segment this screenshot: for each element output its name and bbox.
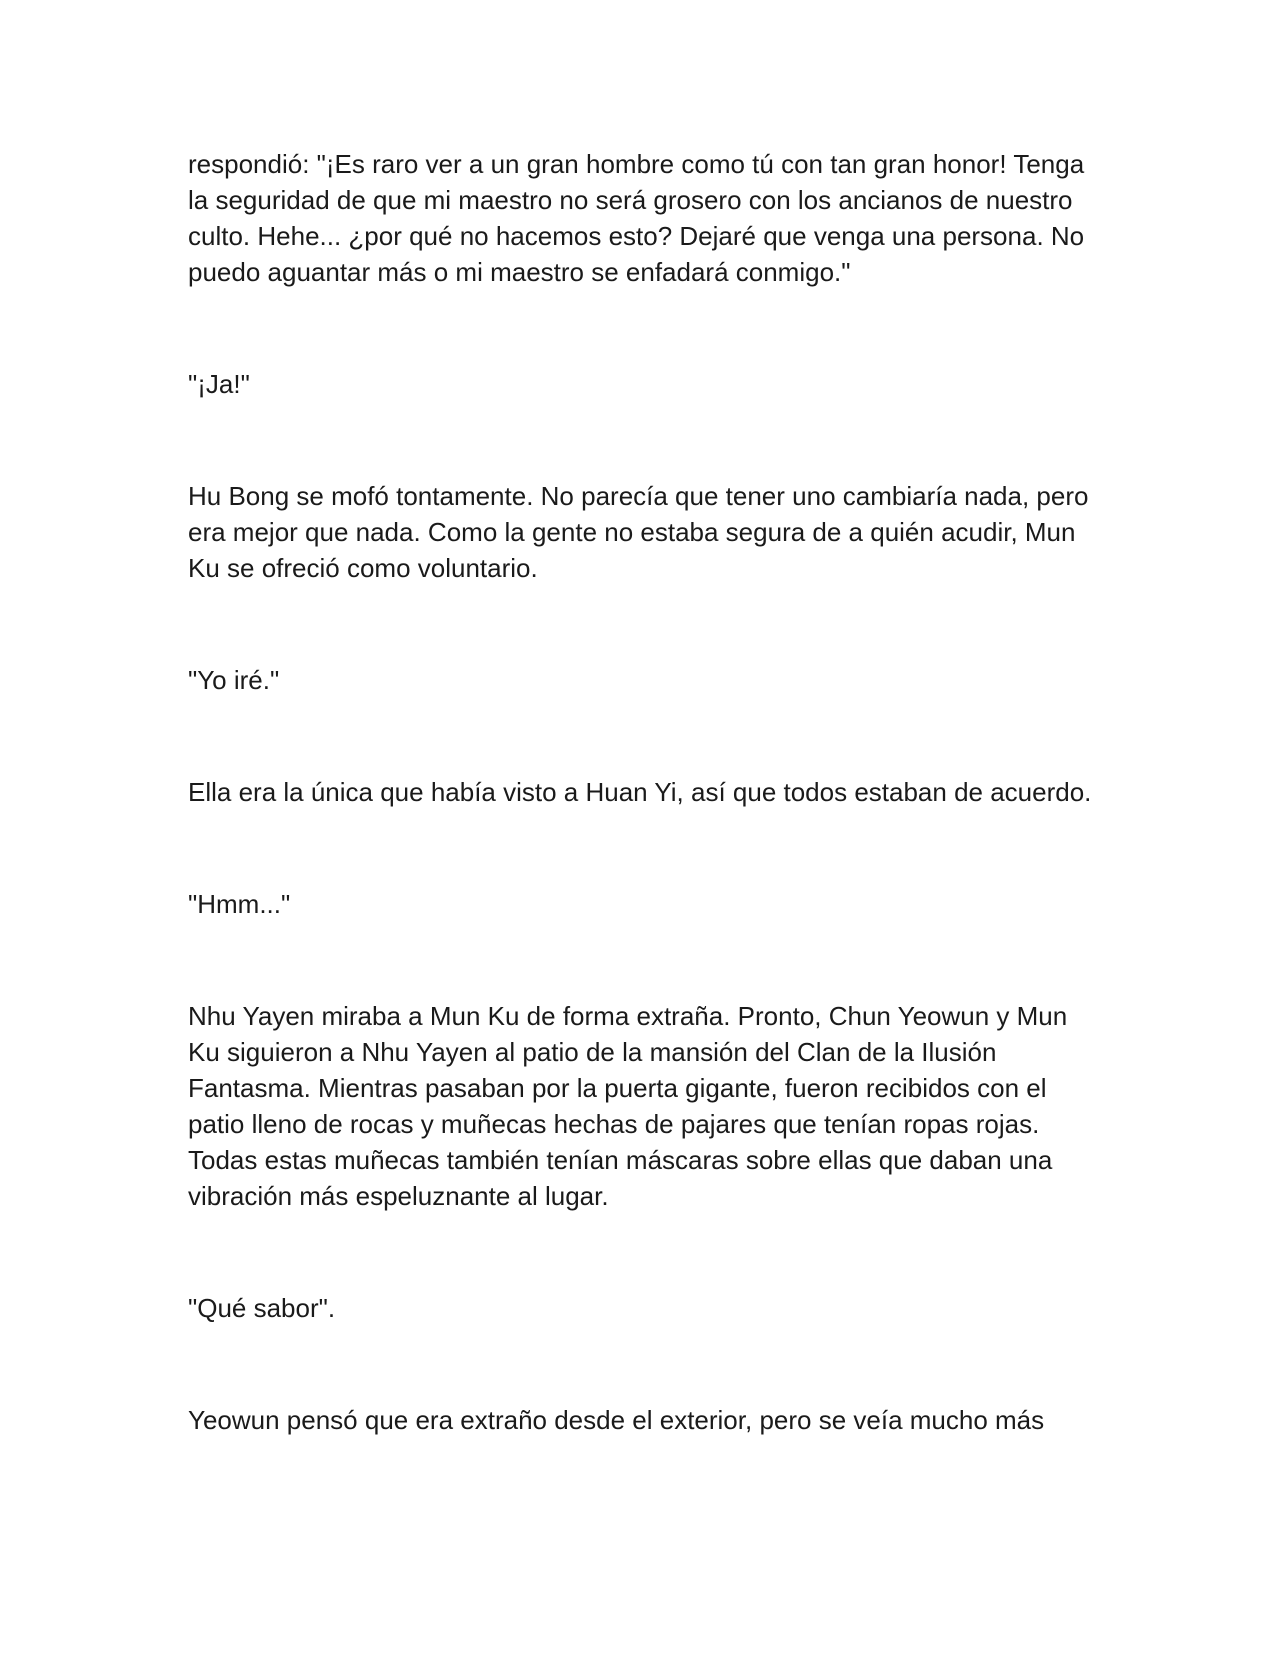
paragraph: Nhu Yayen miraba a Mun Ku de forma extraña. Pronto, Chun Yeowun y Mun Ku siguieron a Nhu Yayen al patio de la mansión del Clan de la Ilusión Fantasma. Mientras pasaban por la puerta gigante, fueron recibidos con el patio lleno de rocas y muñecas hechas de pajares que tenían ropas rojas. Todas estas muñecas también tenían máscaras sobre ellas que daban una vibración más espeluznante al lugar.	[188, 1001, 1068, 1211]
paragraph: "¡Ja!"	[188, 369, 250, 399]
paragraph: "Qué sabor".	[188, 1293, 336, 1323]
paragraph: Hu Bong se mofó tontamente. No parecía que tener uno cambiaría nada, pero era mejor que nada. Como la gente no estaba segura de a quién acudir, Mun Ku se ofreció como voluntario.	[188, 481, 1089, 583]
paragraph: "Hmm..."	[188, 889, 291, 919]
paragraph: Ella era la única que había visto a Huan Yi, así que todos estaban de acuerdo.	[188, 777, 1092, 807]
paragraph: "Yo iré."	[188, 665, 280, 695]
document-body	[188, 146, 1098, 1514]
paragraph: respondió: "¡Es raro ver a un gran hombre como tú con tan gran honor! Tenga la seguridad de que mi maestro no será grosero con los ancianos de nuestro culto. Hehe... ¿por qué no hacemos esto? Dejaré que venga una persona. No puedo aguantar más o mi maestro se enfadará conmigo."	[188, 149, 1085, 287]
paragraph: Yeowun pensó que era extraño desde el exterior, pero se veía mucho más	[188, 1405, 1045, 1435]
